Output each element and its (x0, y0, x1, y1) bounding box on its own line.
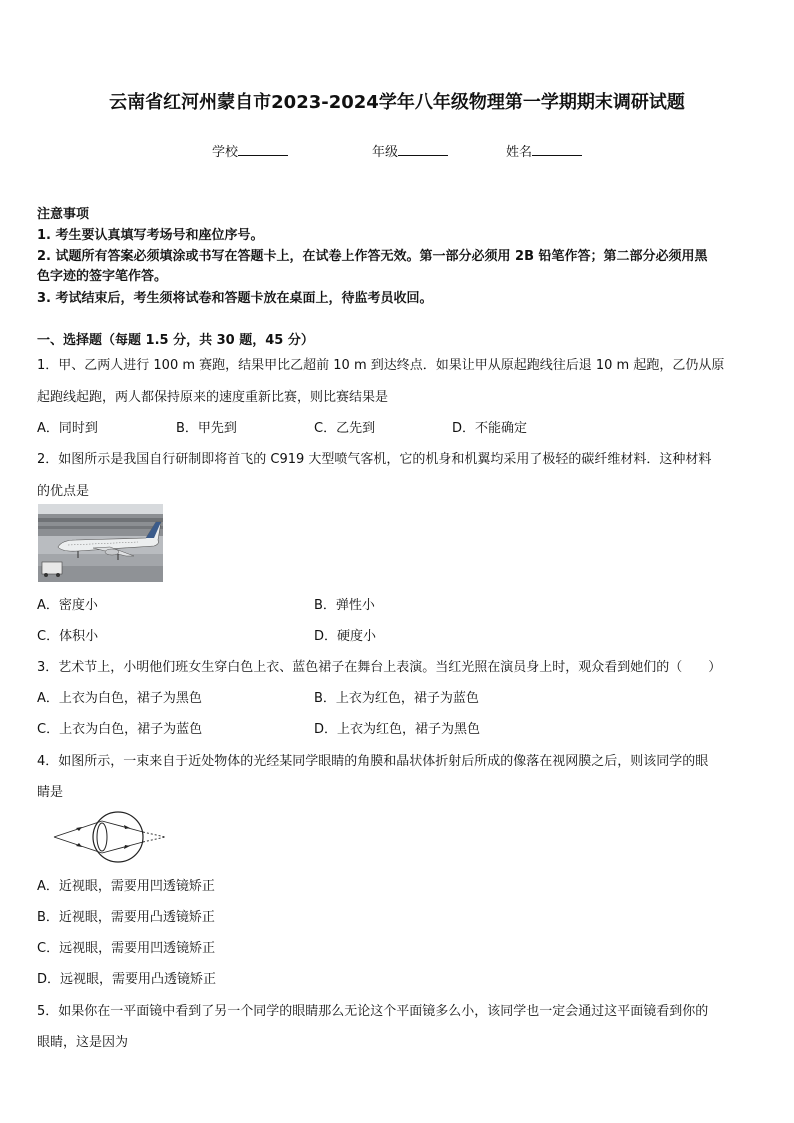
option-c: C．乙先到 (314, 421, 376, 436)
option-a: A．密度小 (37, 598, 98, 613)
school-field (212, 141, 288, 160)
question-text: 睛是 (37, 785, 64, 800)
notice-item: 3. 考试结束后，考生须将试卷和答题卡放在桌面上，待监考员收回。 (37, 291, 433, 306)
notice-item: 色字迹的签字笔作答。 (37, 269, 168, 284)
name-label: 姓名 (506, 145, 533, 160)
page-title: 云南省红河州蒙自市2023-2024学年八年级物理第一学期期末调研试题 (109, 92, 685, 113)
option-c: C．远视眼，需要用凹透镜矫正 (37, 941, 216, 956)
option-d: D．远视眼，需要用凸透镜矫正 (37, 972, 217, 987)
airplane-photo (38, 504, 163, 582)
question-text: 4．如图所示，一束来自于近处物体的光经某同学眼睛的角膜和晶状体折射后所成的像落在视网膜之后，则该同学的眼 (37, 754, 709, 769)
notice-item: 2. 试题所有答案必须填涂或书写在答题卡上，在试卷上作答无效。第一部分必须用 2B 铅笔作答；第二部分必须用黑 (37, 249, 708, 264)
question-text: 5．如果你在一平面镜中看到了另一个同学的眼睛那么无论这个平面镜多么小，该同学也一定会通过这平面镜看到你的 (37, 1004, 709, 1019)
notice-heading: 注意事项 (37, 207, 90, 222)
name-field (506, 141, 582, 160)
option-b: B．近视眼，需要用凸透镜矫正 (37, 910, 215, 925)
grade-field (372, 141, 448, 160)
option-d: D．硬度小 (314, 629, 377, 644)
notice-item: 1. 考生要认真填写考场号和座位序号。 (37, 228, 264, 243)
option-c: C．体积小 (37, 629, 99, 644)
option-b: B．甲先到 (176, 421, 237, 436)
option-b: B．弹性小 (314, 598, 375, 613)
grade-blank (398, 143, 448, 156)
school-blank (238, 143, 288, 156)
question-text: 3．艺术节上，小明他们班女生穿白色上衣、蓝色裙子在舞台上表演。当红光照在演员身上时，观众看到她们的（ ） (37, 660, 722, 675)
option-a: A．上衣为白色，裙子为黑色 (37, 691, 202, 706)
grade-label: 年级 (372, 145, 399, 160)
option-d: D．上衣为红色，裙子为黑色 (314, 722, 481, 737)
option-d: D．不能确定 (452, 421, 528, 436)
school-label: 学校 (212, 145, 239, 160)
eye-diagram (40, 810, 180, 865)
section-heading: 一、选择题（每题 1.5 分，共 30 题，45 分） (37, 333, 314, 348)
option-c: C．上衣为白色，裙子为蓝色 (37, 722, 203, 737)
question-text: 1．甲、乙两人进行 100 m 赛跑，结果甲比乙超前 10 m 到达终点．如果让甲从原起跑线往后退 10 m 起跑，乙仍从原 (37, 358, 725, 373)
question-text: 眼睛，这是因为 (37, 1035, 129, 1050)
question-text: 的优点是 (37, 484, 90, 499)
question-text: 2．如图所示是我国自行研制即将首飞的 C919 大型喷气客机，它的机身和机翼均采用了极轻的碳纤维材料．这种材料 (37, 452, 712, 467)
option-b: B．上衣为红色，裙子为蓝色 (314, 691, 479, 706)
option-a: A．同时到 (37, 421, 98, 436)
option-a: A．近视眼，需要用凹透镜矫正 (37, 879, 215, 894)
name-blank (532, 143, 582, 156)
question-text: 起跑线起跑，两人都保持原来的速度重新比赛，则比赛结果是 (37, 390, 389, 405)
